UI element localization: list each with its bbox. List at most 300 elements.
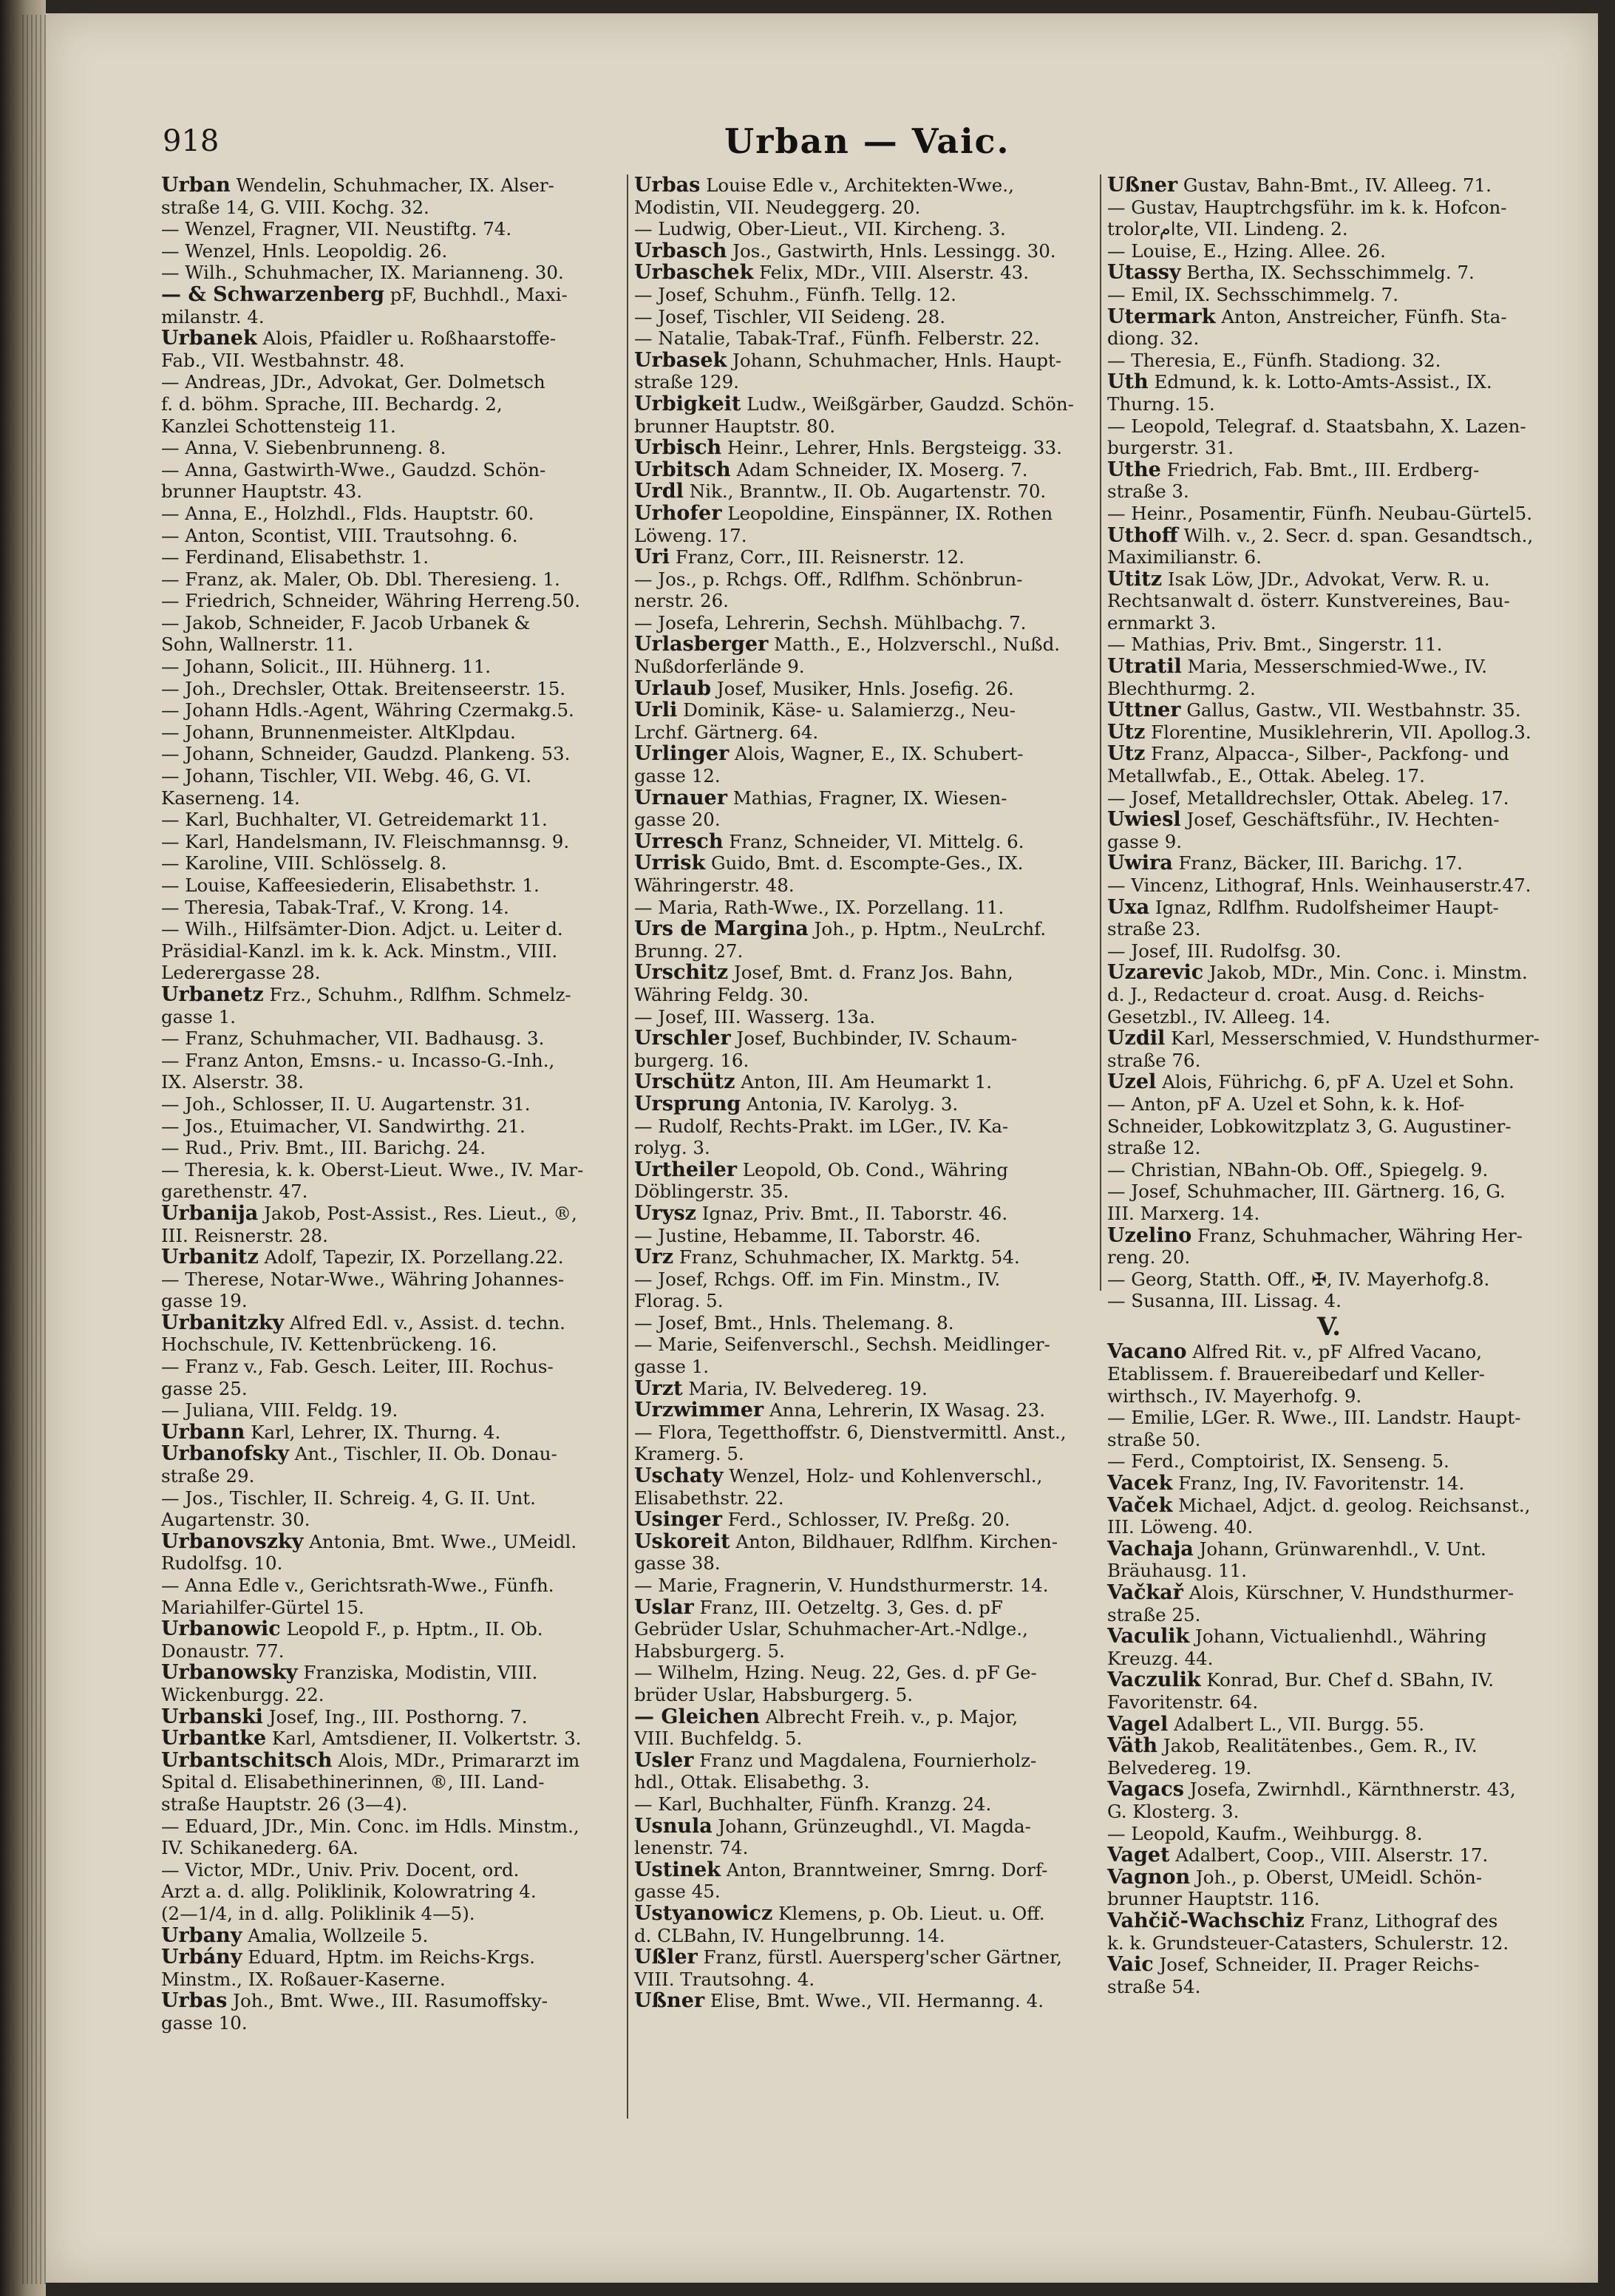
entry-text: — Jakob, Schneider, F. Jacob Urbanek & (161, 611, 531, 634)
directory-line (1107, 1450, 1551, 1473)
directory-line (1107, 1910, 1551, 1932)
entry-text: — Johann Hdls.-Agent, Währing Czermakg.5. (161, 699, 574, 721)
directory-line (1107, 327, 1551, 350)
directory-line (634, 1552, 1089, 1575)
directory-line (1107, 262, 1551, 284)
directory-line (634, 1509, 1089, 1531)
directory-line (634, 1268, 1089, 1291)
directory-line (161, 546, 616, 568)
entry-text: straße Hauptstr. 26 (3—4). (161, 1793, 408, 1815)
entry-surname: Urbanetz (161, 982, 264, 1006)
entry-surname: Urli (634, 699, 678, 722)
entry-text: — Rud., Priv. Bmt., III. Barichg. 24. (161, 1137, 486, 1159)
directory-line (634, 918, 1089, 940)
entry-text: Heinr., Lehrer, Hnls. Bergsteigg. 33. (721, 437, 1062, 459)
directory-line (634, 459, 1089, 481)
entry-text: Josef, Musiker, Hnls. Josefig. 26. (711, 677, 1014, 699)
entry-text: Kaserneng. 14. (161, 787, 300, 809)
entry-text: Franz, Schuhmacher, IX. Marktg. 54. (673, 1246, 1020, 1268)
directory-line (161, 218, 616, 240)
directory-line (1107, 1050, 1551, 1072)
entry-text: rolyg. 3. (634, 1137, 710, 1159)
directory-line (634, 1990, 1089, 2012)
entry-text: Währingerstr. 48. (634, 874, 795, 896)
directory-line (1107, 306, 1551, 328)
entry-surname: Urbanitzky (161, 1311, 285, 1334)
directory-line (634, 1837, 1089, 1859)
directory-line (161, 1859, 616, 1881)
entry-text: Jakob, Realitätenbes., Gem. R., IV. (1157, 1735, 1478, 1757)
entry-surname: Vagel (1107, 1712, 1169, 1736)
entry-text: brunner Hauptstr. 43. (161, 480, 362, 503)
directory-line (1107, 1626, 1551, 1648)
entry-text: Friedrich, Fab. Bmt., III. Erdberg- (1160, 458, 1480, 480)
directory-line (161, 327, 616, 350)
directory-line (1107, 787, 1551, 809)
directory-line (1107, 284, 1551, 306)
entry-text: Leopold F., p. Hptm., II. Ob. (280, 1618, 543, 1640)
entry-text: — Wenzel, Fragner, VII. Neustiftg. 74. (161, 218, 512, 240)
entry-surname: Ußler (634, 1946, 698, 1969)
entry-text: — Wilh., Hilfsämter-Dion. Adjct. u. Leiter d. (161, 918, 563, 940)
entry-text: Franz, Corr., III. Reisnerstr. 12. (670, 546, 965, 568)
entry-text: gasse 9. (1107, 830, 1183, 852)
entry-text: gasse 45. (634, 1881, 721, 1903)
directory-line (634, 852, 1089, 874)
entry-text: — Jos., Tischler, II. Schreig. 4, G. II. Unt. (161, 1487, 536, 1509)
entry-text: VIII. Trautsohng. 4. (634, 1968, 815, 1990)
entry-surname: Vagnon (1107, 1865, 1191, 1889)
entry-text: Guido, Bmt. d. Escompte-Ges., IX. (705, 852, 1024, 874)
entry-text: — Johann, Brunnenmeister. AltKlpdau. (161, 721, 516, 743)
directory-line (1107, 1691, 1551, 1713)
entry-text: straße 29. (161, 1465, 255, 1487)
entry-text: Habsburgerg. 5. (634, 1640, 785, 1662)
directory-line (161, 1728, 616, 1750)
entry-text: — Leopold, Kaufm., Weihburgg. 8. (1107, 1822, 1423, 1844)
entry-surname: Urbány (161, 1946, 242, 1969)
entry-surname: Urbanitz (161, 1246, 259, 1269)
directory-line (634, 1137, 1089, 1159)
entry-text: nerstr. 26. (634, 590, 729, 612)
entry-text: Bertha, IX. Sechsschimmelg. 7. (1180, 262, 1475, 284)
directory-line (161, 1334, 616, 1356)
directory-line (634, 1071, 1089, 1093)
entry-text: Gebrüder Uslar, Schuhmacher-Art.-Ndlge., (634, 1618, 1028, 1640)
entry-text: Franz, Schneider, VI. Mittelg. 6. (723, 830, 1024, 852)
directory-line (161, 1640, 616, 1662)
entry-text: Metallwfab., E., Ottak. Abeleg. 17. (1107, 765, 1425, 787)
directory-line (161, 262, 616, 284)
entry-text: — Louise, Kaffeesiederin, Elisabethstr. 1. (161, 874, 540, 896)
entry-surname: Urschütz (634, 1070, 735, 1094)
directory-line (634, 1859, 1089, 1881)
entry-text: Minstm., IX. Roßauer-Kaserne. (161, 1968, 446, 1990)
running-head: Urban — Vaic. (724, 121, 1010, 161)
entry-text: — Ferdinand, Elisabethstr. 1. (161, 546, 429, 568)
entry-text: Thurng. 15. (1107, 393, 1215, 415)
entry-text: — Johann, Tischler, VII. Webg. 46, G. VI. (161, 765, 531, 787)
page-edges (22, 15, 46, 2284)
entry-text: diong. 32. (1107, 327, 1200, 350)
directory-line (1107, 831, 1551, 853)
entry-text: — Rudolf, Rechts-Prakt. im LGer., IV. Ka- (634, 1115, 1009, 1137)
entry-surname: Utz (1107, 720, 1146, 744)
entry-surname: Urrisk (634, 852, 706, 875)
entry-text: — Karl, Buchhalter, VI. Getreidemarkt 11. (161, 809, 548, 831)
entry-text: Matth., E., Holzverschl., Nußd. (768, 634, 1061, 656)
entry-surname: Urschler (634, 1027, 731, 1050)
entry-text: — Wenzel, Hnls. Leopoldig. 26. (161, 240, 448, 262)
directory-line (1107, 1560, 1551, 1582)
entry-text: — Georg, Statth. Off., ✠, IV. Mayerhofg.8. (1107, 1268, 1490, 1290)
directory-line (634, 1728, 1089, 1750)
entry-surname: Urlaub (634, 676, 712, 700)
directory-line (634, 1181, 1089, 1203)
directory-line (634, 371, 1089, 393)
entry-text: Karl, Lehrer, IX. Thurng. 4. (245, 1421, 501, 1443)
directory-line (1107, 1538, 1551, 1560)
entry-text: — Justine, Hebamme, II. Taborstr. 46. (634, 1224, 981, 1246)
directory-line (161, 1990, 616, 2012)
directory-line (161, 1969, 616, 1991)
directory-line (1107, 1137, 1551, 1159)
entry-text: Johann, Grünzeughdl., VI. Magda- (712, 1815, 1031, 1837)
entry-surname: Urbanofsky (161, 1442, 289, 1466)
entry-text: — Theresia, k. k. Oberst-Lieut. Wwe., IV. Mar- (161, 1158, 584, 1181)
directory-line (161, 503, 616, 525)
entry-text: Ludw., Weißgärber, Gaudzd. Schön- (741, 393, 1074, 415)
entry-text: hdl., Ottak. Elisabethg. 3. (634, 1771, 870, 1793)
entry-text: Ignaz, Rdlfhm. Rudolfsheimer Haupt- (1149, 896, 1499, 918)
entry-text: Josef, Buchbinder, IV. Schaum- (730, 1028, 1018, 1050)
entry-text: gasse 12. (634, 765, 721, 787)
entry-text: — Josef, Tischler, VII Seideng. 28. (634, 305, 946, 327)
directory-line (161, 1816, 616, 1838)
entry-text: f. d. böhm. Sprache, III. Bechardg. 2, (161, 393, 503, 415)
directory-line (161, 852, 616, 874)
entry-text: ernmarkt 3. (1107, 611, 1217, 634)
directory-line (634, 1531, 1089, 1553)
entry-text: Rudolfsg. 10. (161, 1552, 283, 1575)
entry-text: Donaustr. 77. (161, 1640, 285, 1662)
entry-text: Kreuzg. 44. (1107, 1647, 1214, 1669)
entry-text: Jakob, MDr., Min. Conc. i. Minstm. (1203, 962, 1528, 984)
directory-line (634, 1028, 1089, 1050)
entry-text: Wilh. v., 2. Secr. d. span. Gesandtsch., (1177, 524, 1534, 546)
entry-surname: Utermark (1107, 305, 1216, 328)
directory-line (1107, 1159, 1551, 1181)
entry-text: Johann, Grünwarenhdl., V. Unt. (1193, 1538, 1486, 1560)
entry-surname: Utassy (1107, 261, 1181, 285)
entry-surname: Urbasek (634, 348, 727, 372)
entry-text: Währing Feldg. 30. (634, 983, 809, 1005)
directory-line (634, 831, 1089, 853)
directory-line (1107, 1246, 1551, 1268)
entry-text: — Jos., Etuimacher, VI. Sandwirthg. 21. (161, 1115, 526, 1137)
entry-text: Felix, MDr., VIII. Alserstr. 43. (753, 262, 1030, 284)
entry-surname: Uttner (1107, 699, 1181, 722)
directory-line (161, 590, 616, 612)
directory-line (1107, 852, 1551, 874)
entry-text: gasse 20. (634, 809, 721, 831)
directory-line (634, 546, 1089, 568)
directory-line (634, 984, 1089, 1006)
directory-line (634, 1399, 1089, 1422)
directory-line (1107, 1290, 1551, 1312)
entry-text: burgerg. 16. (634, 1049, 749, 1071)
entry-text: — Johann, Schneider, Gaudzd. Plankeng. 53. (161, 743, 571, 765)
directory-line (634, 1597, 1089, 1619)
directory-line (634, 568, 1089, 591)
entry-text: — Wilhelm, Hzing. Neug. 22, Ges. d. pF Ge- (634, 1662, 1037, 1684)
directory-line (161, 197, 616, 219)
entry-text: Schneider, Lobkowitzplatz 3, G. Augustiner- (1107, 1115, 1512, 1137)
directory-line (1107, 874, 1551, 897)
directory-line (161, 1159, 616, 1181)
entry-text: k. k. Grundsteuer-Catasters, Schulerstr. 12. (1107, 1932, 1509, 1954)
entry-text: Anna, Lehrerin, IX Wasag. 23. (764, 1399, 1046, 1422)
entry-text: d. CLBahn, IV. Hungelbrunng. 14. (634, 1924, 945, 1946)
directory-line (634, 1640, 1089, 1662)
entry-text: wirthsch., IV. Mayerhofg. 9. (1107, 1385, 1362, 1407)
entry-text: Favoritenstr. 64. (1107, 1691, 1259, 1713)
entry-text: Franz, fürstl. Auersperg'scher Gärtner, (697, 1946, 1062, 1969)
directory-line (161, 1225, 616, 1247)
entry-text: Franz, Schuhmacher, Währing Her- (1191, 1224, 1523, 1246)
entry-text: gasse 10. (161, 2011, 248, 2034)
entry-text: — Louise, E., Hzing. Allee. 26. (1107, 240, 1386, 262)
directory-line (1107, 393, 1551, 415)
directory-line (161, 1837, 616, 1859)
entry-text: Louise Edle v., Architekten-Wwe., (700, 174, 1014, 196)
entry-text: Blechthurmg. 2. (1107, 677, 1256, 699)
entry-text: — Theresia, E., Fünfh. Stadiong. 32. (1107, 349, 1441, 371)
directory-line (161, 1050, 616, 1072)
entry-text: — Josef, Schuhmacher, III. Gärtnerg. 16, G. (1107, 1181, 1506, 1203)
directory-line (1107, 765, 1551, 787)
entry-text: Anton, III. Am Heumarkt 1. (735, 1071, 993, 1093)
directory-line (1107, 1363, 1551, 1385)
directory-line (634, 1662, 1089, 1684)
entry-surname: Urbantschitsch (161, 1748, 333, 1772)
directory-line (1107, 678, 1551, 700)
directory-line (161, 787, 616, 809)
directory-line (634, 503, 1089, 525)
directory-line (634, 721, 1089, 744)
directory-line (634, 1159, 1089, 1181)
directory-line (1107, 415, 1551, 438)
directory-line (1107, 743, 1551, 765)
directory-line (634, 1925, 1089, 1947)
entry-text: — Therese, Notar-Wwe., Währing Johannes- (161, 1268, 565, 1290)
column-2 (634, 174, 1089, 2012)
entry-text: milanstr. 4. (161, 305, 265, 327)
entry-text: Wendelin, Schuhmacher, IX. Alser- (230, 174, 554, 196)
entry-text: Gustav, Bahn-Bmt., IV. Alleeg. 71. (1177, 174, 1492, 196)
column-1 (161, 174, 616, 2034)
entry-surname: Urbantke (161, 1727, 267, 1750)
directory-line (1107, 437, 1551, 459)
entry-text: — Joh., Schlosser, II. U. Augartenstr. 31. (161, 1093, 531, 1115)
entry-surname: Vahčič-Wachschiz (1107, 1909, 1305, 1932)
directory-line (1107, 1495, 1551, 1517)
entry-text: Lrchf. Gärtnerg. 64. (634, 721, 819, 743)
entry-surname: Urbann (161, 1420, 245, 1444)
entry-surname: Urbanski (161, 1705, 263, 1728)
directory-line (634, 284, 1089, 306)
directory-line (634, 743, 1089, 765)
entry-text: Anton, Anstreicher, Fünfh. Sta- (1215, 305, 1507, 327)
entry-text: straße 54. (1107, 1975, 1201, 1997)
directory-line (161, 1750, 616, 1772)
directory-line (1107, 1604, 1551, 1626)
entry-text: — Maria, Rath-Wwe., IX. Porzellang. 11. (634, 896, 1004, 918)
entry-surname: Vagacs (1107, 1778, 1184, 1801)
entry-text: gasse 25. (161, 1377, 248, 1399)
entry-text: — Joh., Drechsler, Ottak. Breitenseerstr. 15. (161, 677, 566, 699)
entry-surname: Urbanowic (161, 1617, 281, 1641)
entry-text: Elisabethstr. 22. (634, 1487, 784, 1509)
directory-line (1107, 371, 1551, 393)
directory-line (161, 1509, 616, 1531)
directory-line (1107, 546, 1551, 568)
directory-line (634, 1422, 1089, 1444)
entry-text: — Eduard, JDr., Min. Conc. im Hdls. Minstm., (161, 1815, 579, 1837)
entry-text: Josef, Ing., III. Posthorng. 7. (262, 1705, 528, 1728)
entry-surname: Uzarevic (1107, 961, 1204, 985)
entry-text: — Gustav, Hauptrchgsführ. im k. k. Hofcon- (1107, 196, 1507, 218)
directory-line (634, 612, 1089, 634)
entry-text: Alois, Führichg. 6, pF A. Uzel et Sohn. (1156, 1071, 1514, 1093)
entry-text: Karl, Amtsdiener, II. Volkertstr. 3. (266, 1728, 582, 1750)
directory-line (634, 1465, 1089, 1487)
directory-line (634, 1618, 1089, 1640)
page-number: 918 (163, 124, 220, 158)
entry-surname: Urbanovszky (161, 1529, 304, 1553)
entry-text: III. Marxerg. 14. (1107, 1202, 1260, 1224)
entry-surname: Urz (634, 1246, 674, 1269)
entry-surname: Uthe (1107, 458, 1161, 481)
directory-line (161, 1071, 616, 1093)
directory-line (161, 1903, 616, 1925)
directory-line (1107, 1028, 1551, 1050)
entry-text: — Franz, Schuhmacher, VII. Badhausg. 3. (161, 1028, 545, 1050)
directory-line (1107, 984, 1551, 1006)
directory-line (161, 1028, 616, 1050)
entry-text: Florag. 5. (634, 1290, 724, 1312)
entry-text: — Flora, Tegetthoffstr. 6, Dienstvermittl. Anst., (634, 1421, 1067, 1443)
entry-surname: Urbanowsky (161, 1661, 298, 1685)
directory-line (1107, 1757, 1551, 1779)
directory-line (1107, 1888, 1551, 1910)
entry-surname: Urdl (634, 480, 684, 503)
entry-text: — Juliana, VIII. Feldg. 19. (161, 1399, 398, 1422)
entry-text: — Emil, IX. Sechsschimmelg. 7. (1107, 283, 1399, 305)
entry-text: Leopoldine, Einspänner, IX. Rothen (721, 502, 1053, 524)
directory-line (634, 1487, 1089, 1509)
entry-text: garethenstr. 47. (161, 1181, 308, 1203)
entry-surname: Vacek (1107, 1472, 1173, 1495)
entry-text: Franz, Ing, IV. Favoritenstr. 14. (1172, 1473, 1465, 1495)
directory-line (161, 1618, 616, 1640)
entry-surname: Ustyanowicz (634, 1901, 773, 1925)
entry-text: gasse 1. (634, 1356, 710, 1378)
directory-line (1107, 1071, 1551, 1093)
entry-text: — Vincenz, Lithograf, Hnls. Weinhauserstr.47. (1107, 874, 1531, 896)
entry-text: d. J., Redacteur d. croat. Ausg. d. Reichs- (1107, 983, 1485, 1005)
entry-text: Maria, IV. Belvedereg. 19. (682, 1377, 928, 1399)
entry-surname: Uzel (1107, 1070, 1157, 1094)
entry-surname: Vacano (1107, 1340, 1187, 1364)
directory-line (1107, 1648, 1551, 1670)
directory-line (1107, 503, 1551, 525)
directory-line (634, 590, 1089, 612)
directory-line (1107, 1779, 1551, 1801)
entry-text: Jos., Gastwirth, Hnls. Lessingg. 30. (727, 240, 1056, 262)
directory-line (1107, 1713, 1551, 1736)
entry-text: — Ludwig, Ober-Lieut., VII. Kircheng. 3. (634, 218, 1006, 240)
directory-line (161, 656, 616, 678)
directory-line (634, 1290, 1089, 1312)
entry-text: Jakob, Post-Assist., Res. Lieut., ®, (258, 1202, 577, 1224)
entry-text: Wickenburgg. 22. (161, 1683, 324, 1705)
entry-surname: Urbany (161, 1923, 242, 1947)
entry-text: Joh., Bmt. Wwe., III. Rasumoffsky- (227, 1990, 548, 2012)
entry-surname: Vaček (1107, 1493, 1173, 1517)
directory-line (161, 1399, 616, 1422)
entry-text: Maria, Messerschmied-Wwe., IV. (1181, 656, 1488, 678)
entry-surname: Utratil (1107, 655, 1182, 679)
directory-line (634, 1750, 1089, 1772)
entry-surname: Uxa (1107, 895, 1150, 919)
directory-line (1107, 612, 1551, 634)
directory-line (161, 1575, 616, 1597)
directory-line (161, 1925, 616, 1947)
entry-text: straße 14, G. VIII. Kochg. 32. (161, 196, 429, 218)
entry-text: Löweng. 17. (634, 524, 747, 546)
entry-text: — Josef, III. Rudolfsg. 30. (1107, 940, 1342, 962)
directory-line (634, 897, 1089, 919)
entry-text: — Christian, NBahn-Ob. Off., Spiegelg. 9. (1107, 1158, 1489, 1181)
entry-text: — Johann, Solicit., III. Hühnerg. 11. (161, 656, 492, 678)
directory-line (634, 1443, 1089, 1465)
directory-line (161, 1465, 616, 1487)
entry-text: — Anna, Gastwirth-Wwe., Gaudzd. Schön- (161, 458, 546, 480)
directory-line (634, 1312, 1089, 1334)
directory-line (634, 1115, 1089, 1138)
directory-line (161, 1246, 616, 1268)
entry-text: — Friedrich, Schneider, Währing Herreng.50. (161, 590, 581, 612)
entry-text: — Karoline, VIII. Schlösselg. 8. (161, 852, 447, 874)
directory-line (1107, 350, 1551, 372)
directory-line (634, 218, 1089, 240)
entry-text: — Josef, Rchgs. Off. im Fin. Minstm., IV. (634, 1268, 1001, 1290)
directory-line (634, 1946, 1089, 1969)
entry-text: VIII. Buchfeldg. 5. (634, 1728, 803, 1750)
entry-text: Fab., VII. Westbahnstr. 48. (161, 349, 405, 371)
entry-text: IX. Alserstr. 38. (161, 1071, 304, 1093)
directory-line (1107, 1115, 1551, 1138)
directory-line (161, 240, 616, 262)
directory-line (161, 1356, 616, 1378)
entry-text: Frz., Schuhm., Rdlfhm. Schmelz- (263, 983, 571, 1005)
section-heading: V. (1316, 1311, 1342, 1342)
directory-line (161, 1093, 616, 1115)
directory-line (1107, 897, 1551, 919)
entry-text: Franz, III. Oetzeltg. 3, Ges. d. pF (693, 1596, 1003, 1618)
entry-text: Josefa, Zwirnhdl., Kärnthnerstr. 43, (1183, 1779, 1516, 1801)
